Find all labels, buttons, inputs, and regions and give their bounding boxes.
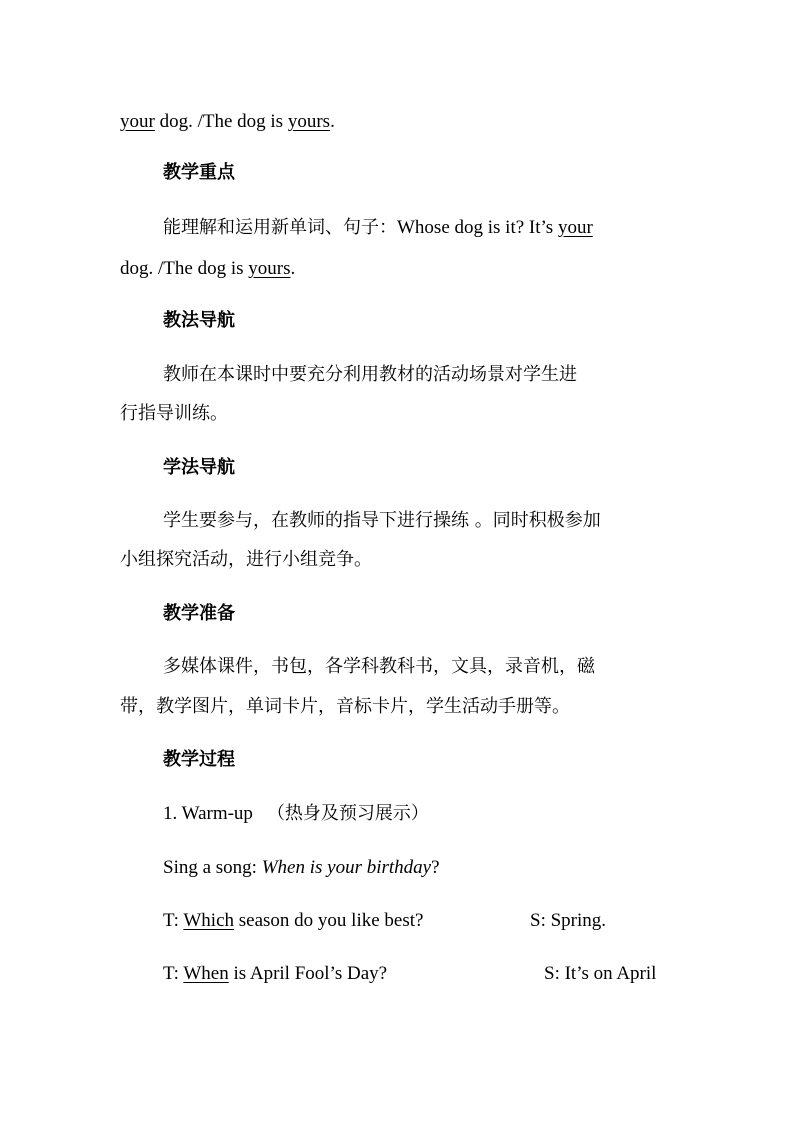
- text-span: 1. Warm-up: [163, 803, 253, 824]
- underlined-word-yours: yours: [287, 111, 331, 132]
- preparation-line-2: 带，教学图片，单词卡片，音标卡片，学生活动手册等。: [120, 696, 570, 717]
- underlined-word-when: When: [183, 963, 229, 984]
- text-span: dog. /The dog is: [154, 111, 288, 132]
- song-title: When is your birthday: [261, 857, 432, 878]
- key-points-line-1: [163, 215, 593, 241]
- text-span: T:: [163, 910, 184, 931]
- text-span: season do you like best?: [234, 910, 424, 931]
- text-span: .: [290, 258, 296, 279]
- underlined-word-which: Which: [183, 910, 235, 931]
- underlined-word-your: your: [557, 217, 593, 238]
- heading-learning-method: 学法导航: [163, 457, 235, 478]
- intro-line: [120, 109, 335, 135]
- dialogue-answer-2: S: It’s on April: [544, 963, 657, 984]
- text-span: T:: [163, 963, 184, 984]
- text-span: 能理解和运用新单词、句子：: [163, 217, 397, 238]
- sing-a-song-line: [163, 855, 440, 881]
- underlined-word-your: your: [120, 111, 155, 132]
- teaching-method-line-1: 教师在本课时中要充分利用教材的活动场景对学生进: [163, 364, 577, 385]
- text-span: （热身及预习展示）: [266, 803, 429, 824]
- text-span: ?: [431, 857, 440, 878]
- learning-method-line-1: 学生要参与，在教师的指导下进行操练 。同时积极参加: [163, 510, 601, 531]
- text-span: is April Fool’s Day?: [228, 963, 388, 984]
- process-step-1: [163, 801, 429, 827]
- underlined-word-yours: yours: [248, 258, 291, 279]
- dialogue-answer-1: S: Spring.: [530, 910, 607, 931]
- heading-teaching-method: 教法导航: [163, 310, 235, 331]
- heading-process: 教学过程: [163, 749, 235, 770]
- text-span: Sing a song:: [163, 857, 262, 878]
- learning-method-line-2: 小组探究活动，进行小组竞争。: [120, 549, 372, 570]
- teaching-method-line-2: 行指导训练。: [120, 403, 228, 424]
- dialogue-line-2: [163, 961, 387, 987]
- preparation-line-1: 多媒体课件，书包，各学科教科书，文具，录音机，磁: [163, 656, 595, 677]
- text-span: dog. /The dog is: [120, 258, 249, 279]
- text-span: .: [330, 111, 335, 132]
- text-span: Whose dog is it? It’s: [397, 217, 558, 238]
- heading-key-points: 教学重点: [163, 162, 235, 183]
- heading-preparation: 教学准备: [163, 603, 235, 624]
- dialogue-line-1: [163, 908, 423, 934]
- key-points-line-2: [120, 256, 295, 282]
